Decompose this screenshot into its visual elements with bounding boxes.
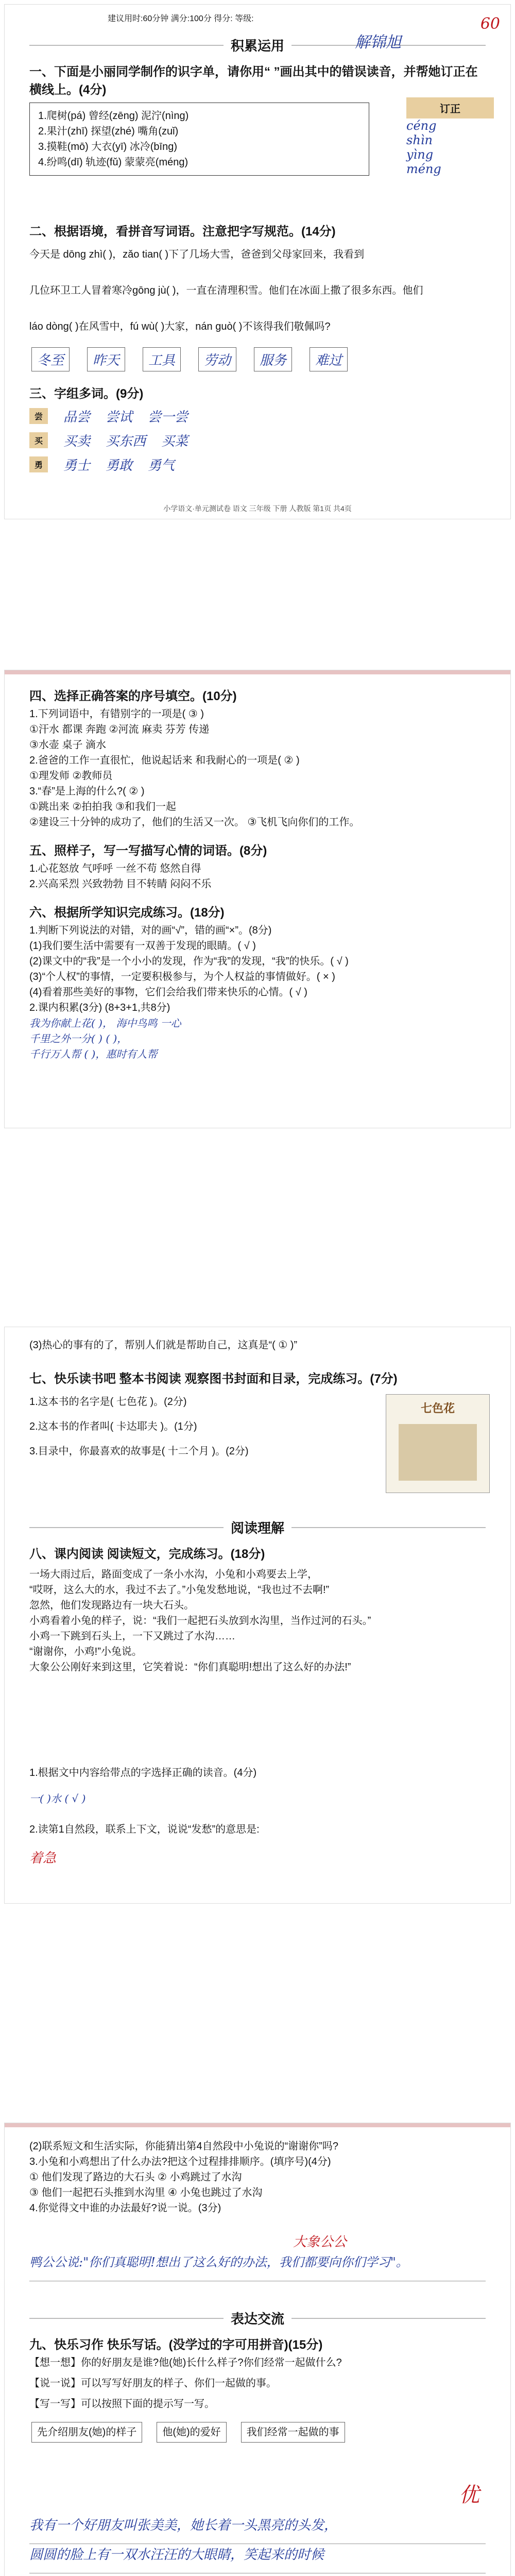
passage-line: 小鸡一下跳到石头上，一下又跳过了水沟……: [29, 1631, 235, 1642]
q6-item: 千里之外一分( ) ( )，: [29, 1032, 128, 1045]
q8-sub1: 1.根据文中内容给带点的字选择正确的读音。(4分): [29, 1767, 257, 1778]
exam-page-1: [4, 4, 511, 519]
q1-card: [29, 103, 369, 176]
passage-line: “哎呀，这么大的水，我过不去了。”小兔发愁地说，“我也过不去啊!”: [29, 1584, 330, 1596]
q6-item: (4)看着那些美好的事物，它们会给我们带来快乐的心情。( √ ): [29, 987, 307, 998]
answer-box: 工具: [143, 347, 181, 371]
mindmap-node: 他(她)的爱好: [157, 2422, 226, 2443]
fix-answer: méng: [406, 162, 441, 176]
q7-item: 1.这本书的名字是( 七色花 )。(2分): [29, 1396, 187, 1408]
q2-answers: [29, 347, 486, 371]
q3-answer: 勇士: [63, 458, 91, 473]
q8-passage: [29, 1567, 486, 1675]
q7-item: 2.这本书的作者叫( 卡达耶夫 )。(1分): [29, 1421, 197, 1432]
grade-mark: 优: [459, 2483, 479, 2507]
q8-title: 八、课内阅读 阅读短文，完成练习。(18分): [29, 1547, 265, 1561]
q8-continued: [29, 2139, 486, 2216]
q6-item: 我为你献上花( )， 海中鸟鸣 一心: [29, 1017, 181, 1029]
section-band: [29, 1518, 486, 1537]
section-band: [29, 36, 486, 55]
q6-item: (2)课文中的“我”是一个小小的发现，作为“我”的发现，“我”的快乐。( √ ): [29, 956, 349, 967]
q3-char: 尝: [29, 408, 48, 424]
q9-write: 【写一写】可以按照下面的提示写一写。: [29, 2398, 215, 2410]
q6-item: 千行万人帮 ( )，惠时有人帮: [29, 1048, 158, 1060]
answer-note: 大象公公: [293, 2234, 347, 2250]
q3-title: 三、字组多词。(9分): [29, 387, 144, 401]
essay-line: [29, 2573, 486, 2576]
mindmap-node: 我们经常一起做的事: [241, 2422, 345, 2443]
q3-answer: 买菜: [161, 434, 188, 449]
q8-item: (2)联系短文和生活实际，你能猜出第4自然段中小兔说的“谢谢你”吗?: [29, 2141, 339, 2152]
band-title: 表达交流: [231, 2311, 285, 2327]
carryover-line: (3)热心的事有的了，帮别人们就是帮助自己，这真是“( ① )”: [29, 1340, 298, 1351]
band-title: 积累运用: [231, 38, 285, 54]
passage-line: 一场大雨过后，路面变成了一条小水沟，小兔和小鸡要去上学，: [29, 1569, 318, 1580]
band-title: 阅读理解: [231, 1520, 285, 1536]
fix-label: 订正: [406, 97, 494, 118]
q4-item: ①跳出来 ②拍拍我 ③和我们一起: [29, 801, 176, 812]
q6-item: (3)“个人权”的事情，一定要积极参与，为个人权益的事情做好。( × ): [29, 971, 335, 982]
q8-item: ③ 他们一起把石头推到水沟里 ④ 小兔也跳过了水沟: [29, 2187, 263, 2198]
q2-line: 几位环卫工人冒着寒冷gōng jù( )，一直在清理积雪。他们在冰面上撒了很多东西。他们: [29, 285, 423, 296]
q4-items: [29, 706, 486, 830]
answer-box: 劳动: [198, 347, 236, 371]
score-mark: 60: [480, 15, 500, 33]
q6-item: 2.课内积累(3分) (8+3+1,共8分): [29, 1002, 170, 1013]
q5-row: 2.兴高采烈 兴致勃勃 目不转睛 闷闷不乐: [29, 878, 212, 890]
q9-prompt: 【想一想】你的好朋友是谁?他(她)长什么样子?你们经常一起做什么?: [29, 2357, 342, 2368]
answer-box: 冬至: [31, 347, 70, 371]
q7-item: 3.目录中，你最喜欢的故事是( 十二个月 )。(2分): [29, 1446, 249, 1457]
q3-answer: 品尝: [63, 410, 91, 425]
q7-items: [29, 1394, 349, 1459]
q1-fix-panel: [406, 97, 494, 176]
q1-title: 一、下面是小丽同学制作的识字单，请你用“ ”画出其中的错误读音，并帮她订正在横线上。(4分): [29, 65, 478, 97]
q8-item: ① 他们发现了路边的大石头 ② 小鸡跳过了水沟: [29, 2172, 242, 2183]
fix-answer: shìn: [406, 133, 433, 147]
q3-answer: 尝试: [106, 410, 133, 425]
book-cover: [386, 1394, 490, 1493]
exam-header: 建议用时:60分钟 满分:100分 得分: 等级:: [108, 14, 254, 23]
mindmap-node: 先介绍朋友(她)的样子: [31, 2422, 142, 2443]
q1-row: 2.果汁(zhī) 探望(zhé) 嘴角(zuǐ): [38, 126, 179, 137]
q4-item: 3.“春”是上海的什么?( ② ): [29, 786, 145, 797]
q3-grid: [29, 406, 486, 474]
q6-title: 六、根据所学知识完成练习。(18分): [29, 906, 225, 920]
q4-item: ①汗水 都课 奔跑 ②河流 麻卖 芬芳 传递: [29, 724, 210, 735]
q8-item: 4.你觉得文中谁的办法最好?说一说。(3分): [29, 2202, 221, 2214]
q8-item: 3.小兔和小鸡想出了什么办法?把这个过程排排顺序。(填序号)(4分): [29, 2156, 331, 2167]
exam-page-2: [4, 670, 511, 1128]
q4-item: 2.爸爸的工作一直很忙，他说起话来 和我耐心的一项是( ② ): [29, 755, 300, 766]
essay-line: 我有一个好朋友叫张美美，她长着一头黑亮的头发，: [29, 2515, 486, 2544]
q8-sub2: 2.读第1自然段，联系上下文，说说“发愁”的意思是:: [29, 1824, 260, 1835]
q4-title: 四、选择正确答案的序号填空。(10分): [29, 689, 237, 703]
q4-item: 1.下列词语中，有错别字的一项是( ③ ): [29, 708, 204, 720]
q4-item: ③水壶 桌子 滴水: [29, 739, 107, 751]
q2-line: láo dòng( )在风雪中，fú wù( )大家，nán guò( )不该得我们敬佩吗?: [29, 321, 331, 332]
page-tab: [5, 2123, 510, 2127]
essay-line: 圆圆的脸上有一双水汪汪的大眼睛，笑起来的时候: [29, 2544, 486, 2573]
q3-char: 买: [29, 432, 48, 448]
exam-page-4: [4, 2123, 511, 2576]
fix-answer: yìng: [406, 147, 434, 162]
q3-answer: 勇敢: [106, 458, 133, 473]
student-name: 解锦旭: [355, 33, 401, 52]
passage-line: “谢谢你，小鸡!”小兔说。: [29, 1646, 142, 1657]
fix-answer: céng: [406, 118, 437, 133]
q9-tips: 【说一说】可以写写好朋友的样子、你们一起做的事。: [29, 2378, 277, 2389]
q3-answer: 尝一尝: [148, 410, 188, 425]
q9-essay: [29, 2515, 486, 2576]
q1-row: 1.爬树(pá) 曾经(zēng) 泥泞(nìng): [38, 110, 189, 122]
passage-line: 小鸡看着小兔的样子，说：“我们一起把石头放到水沟里，当作过河的石头。”: [29, 1615, 371, 1626]
answer-box: 昨天: [87, 347, 125, 371]
q2-line: 今天是 dōng zhì( )，zǎo tian( )下了几场大雪，爸爸到父母家回来，我看到: [29, 249, 365, 260]
q3-answer: 买卖: [63, 434, 91, 449]
q9-mindmap: [29, 2422, 486, 2443]
q1-row: 4.纷鸣(dī) 轨迹(fǔ) 蒙蒙亮(méng): [38, 157, 188, 168]
q3-answer: 勇气: [148, 458, 175, 473]
q8-answer: 鸭公公说:"你们真聪明!想出了这么好的办法，我们都要向你们学习"。: [29, 2252, 486, 2281]
q3-answer: 买东西: [106, 434, 146, 449]
page-footer: 小学语文·单元测试卷 语文 三年级 下册 人教版 第1页 共4页: [163, 504, 352, 513]
section-band: [29, 2309, 486, 2328]
q5-rows: [29, 861, 486, 892]
q6-item: 1.判断下列说法的对错，对的画“√”，错的画“×”。(8分): [29, 925, 272, 936]
q5-title: 五、照样子，写一写描写心情的词语。(8分): [29, 844, 267, 858]
answer-box: 难过: [310, 347, 348, 371]
q2-title: 二、根据语境，看拼音写词语。注意把字写规范。(14分): [29, 225, 336, 239]
q4-item: ①理发师 ②教师员: [29, 770, 113, 782]
q9-title: 九、快乐习作 快乐写话。(没学过的字可用拼音)(15分): [29, 2338, 323, 2352]
answer-box: 服务: [254, 347, 292, 371]
q8-sub2-answer: 着急: [29, 1851, 57, 1866]
q4-item: ②建设三十分钟的成功了，他们的生活又一次。 ③飞机飞向你们的工作。: [29, 817, 360, 828]
passage-line: 大象公公刚好来到这里，它笑着说：“你们真聪明!想出了这么好的办法!”: [29, 1662, 351, 1673]
q5-row: 1.心花怒放 气呼呼 一丝不苟 悠然自得: [29, 863, 201, 874]
book-cover-illustration: [399, 1424, 477, 1481]
page-tab: [5, 670, 510, 674]
q6-items: [29, 923, 486, 1062]
q1-row: 3.摸鞋(mō) 大衣(yī) 冰冷(bīng): [38, 141, 178, 152]
q3-char: 勇: [29, 456, 48, 472]
q7-title: 七、快乐读书吧 整本书阅读 观察图书封面和目录，完成练习。(7分): [29, 1372, 398, 1386]
book-cover-title: 七色花: [420, 1402, 455, 1415]
exam-page-3: [4, 1327, 511, 1904]
passage-line: 忽然，他们发现路边有一块大石头。: [29, 1600, 194, 1611]
q8-sub1-answer: 一( )水 ( √ ): [29, 1792, 86, 1805]
q6-item: (1)我们要生活中需要有一双善于发现的眼睛。( √ ): [29, 940, 256, 952]
